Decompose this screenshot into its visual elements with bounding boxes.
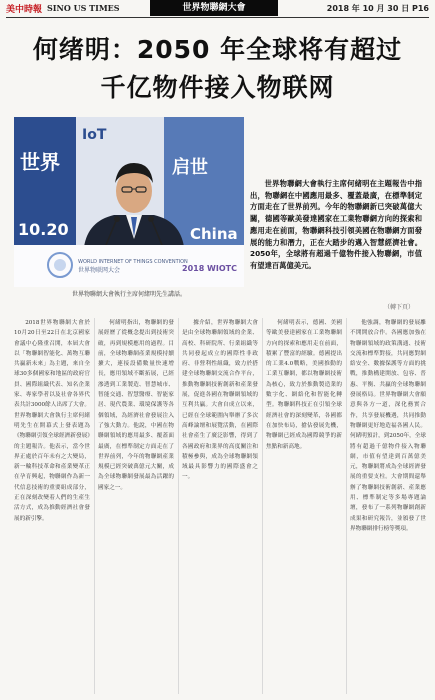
column-divider — [178, 318, 179, 694]
column-text: 何緒明表示，德國、美國等歐美發達國家在工業物聯網方向的探索和應用走在前面，積累了豐富的經驗。德國提出的工業4.0戰略，美國推動的工業互聯網，都以物聯網技術為核心，致力於推動製造業的數字化、網絡化和智能化轉型。物聯網科技正在引領全球經濟社會的深刻變革，各國都在加快布局，搶佔發展先機，物聯網已經成為國際競爭的新焦點和新高地。 — [266, 320, 342, 450]
podium-logo-text-en: WORLD INTERNET OF THINGS CONVENTION — [78, 259, 188, 265]
column-divider — [262, 318, 263, 694]
newspaper-name-zh: 美中時報 — [6, 5, 43, 15]
photo-caption: 世界物聯網大會執行主席何緒明先生講話。 — [71, 291, 186, 298]
headline-line-2: 千亿物件接入物联网 — [100, 73, 335, 102]
newspaper-name-en: SINO US TIMES — [47, 3, 120, 13]
backdrop-text-2: IoT — [82, 127, 107, 143]
backdrop-text-3: 启世 — [172, 157, 208, 178]
article-column-1 — [14, 318, 90, 694]
article-summary: 世界物聯網大會執行主席何緒明在主題報告中指出，物聯網在中國應用最多、覆蓋最廣，在標準制定方面走在了世界前列。今年的物聯網新已突破萬億大關，德國等歐美發達國家在工業物聯網方向的探索和應用走在前面，物聯網科技引領美國在物聯網方面發展的能力和潛力，正在大踏步的邁入智慧經濟社會。2050年，全球將有超過千億物件接入物聯網，市值有望達百萬億美元。 — [250, 179, 422, 270]
column-divider — [346, 318, 347, 694]
column-text: 何緒明指出，物聯網的發展經歷了從概念提出到技術突破，再到規模應用的過程。目前，全球物聯網產業規模持續擴大，連接設備數量快速增長，應用領域不斷拓展，已經滲透到工業製造、智慧城市、智能交通、智慧醫療、智能家居、現代農業、環境保護等各個領域，為經濟社會發展注入了強大動力。他說，中國在物聯網領域的應用最多、覆蓋面最廣，在標準制定方面走在了世界前列，今年的物聯網產業規模已經突破萬億元大關，成為全球物聯網發展最為活躍的國家之一。 — [98, 320, 174, 491]
column-text: 2018世界物聯網大會於10月20日至22日在北京國家會議中心隆重召開，本屆大會以「物聯網智能化、萬物互聯共贏新未來」為主題，來自全球30多個國家和地區的政府官員、國際組織代表、知名企業家、專家學者以及社會各界代表共計3000餘人出席了大會。世界物聯網大會執行主席何緒明先生在開幕式上發表題為《物聯網引領全球經濟新發展》的主題報告。他表示，當今世界正處於百年未有之大變局，新一輪科技革命和產業變革正在孕育興起，物聯網作為新一代信息技術的重要組成部分，正在深刻改變着人們的生產生活方式，成為推動經濟社會發展的新引擎。 — [14, 320, 90, 522]
article-column-5 — [350, 318, 426, 694]
column-divider — [94, 318, 95, 694]
podium-logo-text-zh: 世界物联网大会 — [78, 267, 121, 274]
article-column-4 — [266, 318, 342, 694]
header-rule — [6, 17, 429, 18]
article-body — [14, 318, 424, 694]
speaker-photo-illustration — [14, 117, 244, 287]
article-column-2 — [98, 318, 174, 694]
continued-note: （轉下頁） — [384, 304, 415, 311]
headline-line-1: 何绪明：2050 年全球将有超过 — [32, 35, 403, 64]
backdrop-text-5: China — [190, 225, 238, 243]
podium-logo-badge: 2018 WIOTC — [182, 264, 237, 273]
section-title: 世界物聯網大會 — [150, 0, 278, 16]
column-text: 他強調，物聯網的發展離不開開放合作。各國應加強在物聯網領域的政策溝通、技術交流和標準對接，共同應對網絡安全、數據保護等方面的挑戰，推動構建開放、包容、普惠、平衡、共贏的全球物聯網發展格局。世界物聯網大會願意與各方一道，深化務實合作，共享發展機遇，共同推動物聯網更好地造福各國人民。何緒明預計，到2050年，全球將有超過千億物件接入物聯網，市值有望達到百萬億美元，物聯網將成為全球經濟發展的重要支柱。大會期間還舉辦了物聯網技術創新、產業應用、標準制定等多場專題論壇，發布了一系列物聯網創新成果和研究報告，並頒發了世界物聯網排行榜等獎項。 — [350, 320, 426, 532]
speaker-photo — [14, 117, 244, 287]
backdrop-text-1: 世界 — [20, 150, 60, 174]
article-column-3 — [182, 318, 258, 694]
page-header — [0, 0, 435, 16]
date-and-page: 2018 年 10 月 30 日 P16 — [326, 4, 429, 13]
column-text: 據介紹，世界物聯網大會是由全球物聯網領域的企業、高校、科研院所、行業組織等共同發起成立的國際性非政府、非營利性組織，致力於搭建全球物聯網交流合作平台，推動物聯網技術創新和產業發展，促進各國在物聯網領域的互利共贏。大會自成立以來，已經在全球範圍內舉辦了多次高峰論壇和展覽活動，在國際社會產生了廣泛影響，得到了各國政府和業界的高度關注和積極參與，成為全球物聯網領域最具影響力的國際盛會之一。 — [182, 320, 258, 481]
backdrop-text-4: 10.20 — [18, 220, 69, 239]
